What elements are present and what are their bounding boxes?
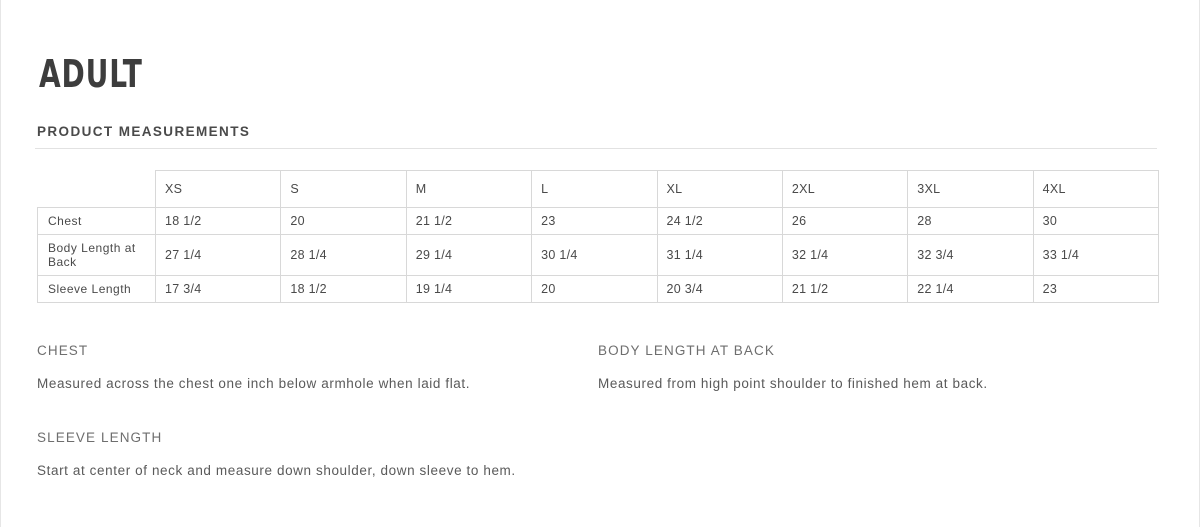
- header-divider: [35, 148, 1157, 149]
- note-title-chest: CHEST: [37, 343, 89, 358]
- cell-chest-xl: 24 1/2: [657, 208, 782, 235]
- note-title-body-length: BODY LENGTH AT BACK: [598, 343, 775, 358]
- table-row: [38, 235, 1159, 276]
- cell-sleeve-length-xl: 20 3/4: [657, 276, 782, 303]
- table-col-m: M: [406, 171, 531, 208]
- table-col-3xl: 3XL: [908, 171, 1033, 208]
- table-row: [38, 276, 1159, 303]
- table-col-2xl: 2XL: [782, 171, 907, 208]
- cell-body-length-xs: 27 1/4: [156, 235, 281, 276]
- note-sleeve-length: [37, 430, 598, 483]
- note-body-length: [598, 343, 1159, 396]
- cell-chest-3xl: 28: [908, 208, 1033, 235]
- cell-body-length-s: 28 1/4: [281, 235, 406, 276]
- page-title: ADULT: [39, 52, 143, 96]
- note-body-sleeve-length: Start at center of neck and measure down shoulder, down sleeve to hem.: [37, 462, 516, 478]
- note-chest: [37, 343, 598, 396]
- row-label-sleeve-length: Sleeve Length: [38, 276, 156, 303]
- cell-body-length-l: 30 1/4: [532, 235, 657, 276]
- table-row: [38, 208, 1159, 235]
- note-title-sleeve-length: SLEEVE LENGTH: [37, 429, 163, 445]
- note-body-body-length: Measured from high point shoulder to finished hem at back.: [598, 376, 988, 391]
- cell-body-length-4xl: 33 1/4: [1033, 235, 1158, 276]
- cell-chest-m: 21 1/2: [406, 208, 531, 235]
- row-label-body-length: Body Length at Back: [38, 235, 156, 276]
- table-col-xl: XL: [657, 171, 782, 208]
- cell-body-length-xl: 31 1/4: [657, 235, 782, 276]
- cell-chest-l: 23: [532, 208, 657, 235]
- note-body-chest: Measured across the chest one inch below armhole when laid flat.: [37, 376, 471, 391]
- cell-body-length-m: 29 1/4: [406, 235, 531, 276]
- cell-body-length-3xl: 32 3/4: [908, 235, 1033, 276]
- row-label-chest: Chest: [38, 208, 156, 235]
- table-corner-cell: [38, 171, 156, 208]
- cell-sleeve-length-2xl: 21 1/2: [782, 276, 907, 303]
- cell-sleeve-length-4xl: 23: [1033, 276, 1158, 303]
- table-col-4xl: 4XL: [1033, 171, 1158, 208]
- table-col-xs: XS: [156, 171, 281, 208]
- cell-sleeve-length-m: 19 1/4: [406, 276, 531, 303]
- table-col-l: L: [532, 171, 657, 208]
- cell-chest-xs: 18 1/2: [156, 208, 281, 235]
- cell-sleeve-length-s: 18 1/2: [281, 276, 406, 303]
- table-col-s: S: [281, 171, 406, 208]
- cell-chest-s: 20: [281, 208, 406, 235]
- table-header-row: [38, 171, 1159, 208]
- cell-chest-4xl: 30: [1033, 208, 1158, 235]
- cell-body-length-2xl: 32 1/4: [782, 235, 907, 276]
- cell-sleeve-length-l: 20: [532, 276, 657, 303]
- measurements-table: [37, 170, 1159, 303]
- measurement-notes: [37, 343, 1159, 516]
- cell-sleeve-length-xs: 17 3/4: [156, 276, 281, 303]
- section-label: PRODUCT MEASUREMENTS: [37, 124, 251, 139]
- cell-chest-2xl: 26: [782, 208, 907, 235]
- cell-sleeve-length-3xl: 22 1/4: [908, 276, 1033, 303]
